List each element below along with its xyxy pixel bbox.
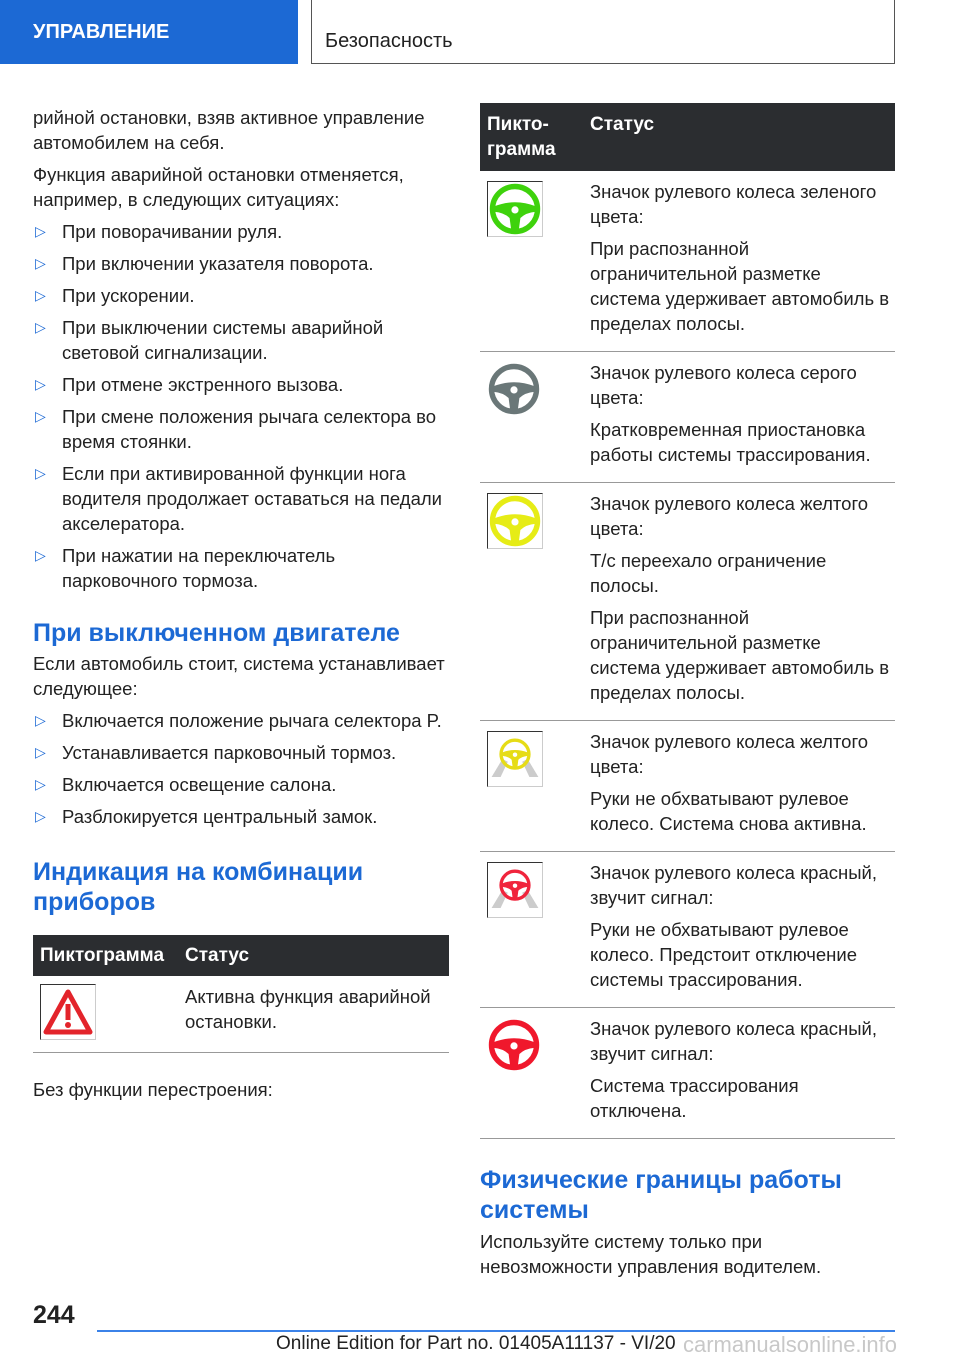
column-header: Статус	[583, 103, 895, 171]
list-item	[33, 543, 449, 593]
table-row	[480, 352, 895, 483]
bullet-triangle-icon: ▷	[35, 255, 46, 271]
list-item-text: При поворачивании руля.	[62, 221, 283, 242]
status-text: При распознанной ограничительной разметке система удерживает автомобиль в пределах полосы.	[590, 238, 890, 334]
list-item-text: Устанавливается парковочный тормоз.	[62, 742, 397, 763]
edition-text: Online Edition for Part no. 01405A11137 - VI/20	[276, 1333, 676, 1354]
section-tab: УПРАВЛЕНИЕ	[0, 0, 298, 64]
steering-wheel-red-icon	[487, 1018, 541, 1072]
status-text: Значок рулевого колеса желтого цвета:	[590, 493, 869, 539]
table-row	[480, 1008, 895, 1139]
bullet-triangle-icon: ▷	[35, 287, 46, 303]
list-item-text: При отмене экстренного вызова.	[62, 374, 344, 395]
bullet-triangle-icon: ▷	[35, 319, 46, 335]
status-text: Руки не обхватывают рулевое колесо. Система снова активна.	[590, 788, 867, 834]
table-row	[480, 721, 895, 852]
list-item	[33, 772, 449, 797]
list-item	[33, 372, 449, 397]
page-number: 244	[33, 1301, 75, 1329]
list-item-text: При включении указателя поворота.	[62, 253, 374, 274]
status-text: Руки не обхватывают рулевое колесо. Предстоит отключение системы трассирования.	[590, 919, 857, 990]
paragraph: Функция аварийной остановки отменяется, например, в следующих ситуациях:	[33, 164, 404, 210]
list-item-text: При нажатии на переключатель парковочного тормоза.	[62, 545, 336, 591]
list-item-text: Включается освещение салона.	[62, 774, 337, 795]
list-item	[33, 461, 449, 536]
paragraph: Если автомобиль стоит, система устанавливает следующее:	[33, 653, 445, 699]
steering-wheel-hands-yellow-icon	[487, 731, 543, 787]
section-heading: При выключенном двигателе	[33, 619, 400, 647]
bullet-triangle-icon: ▷	[35, 744, 46, 760]
column-header: Пикто-грамма	[480, 103, 583, 171]
list-item-text: Включается положение рычага селектора P.	[62, 710, 442, 731]
bullet-list	[33, 219, 449, 593]
chapter-title: Безопасность	[311, 0, 895, 64]
status-text: Значок рулевого колеса зеленого цвета:	[590, 181, 877, 227]
table-row	[33, 976, 449, 1053]
bullet-triangle-icon: ▷	[35, 465, 46, 481]
list-item-text: Разблокируется центральный замок.	[62, 806, 378, 827]
bullet-triangle-icon: ▷	[35, 408, 46, 424]
column-header: Статус	[178, 935, 449, 976]
steering-wheel-green-icon	[487, 181, 543, 237]
bullet-triangle-icon: ▷	[35, 223, 46, 239]
list-item-text: При ускорении.	[62, 285, 195, 306]
bullet-list	[33, 708, 449, 829]
status-text: Кратковременная приостановка работы системы трассирования.	[590, 419, 871, 465]
steering-wheel-yellow-icon	[487, 493, 543, 549]
table-row	[480, 483, 895, 721]
paragraph: Используйте систему только при невозможности управления водителем.	[480, 1231, 822, 1277]
status-text: Значок рулевого колеса желтого цвета:	[590, 731, 869, 777]
list-item	[33, 283, 449, 308]
list-item-text: При выключении системы аварийной световой сигнализации.	[62, 317, 384, 363]
warning-triangle-icon	[40, 984, 96, 1040]
list-item	[33, 708, 449, 733]
list-item	[33, 315, 449, 365]
status-text: Активна функция аварийной остановки.	[178, 976, 449, 1053]
section-heading: Физические границы работы системы	[480, 1166, 842, 1224]
bullet-triangle-icon: ▷	[35, 712, 46, 728]
table-row	[480, 171, 895, 352]
list-item-text: Если при активированной функции нога водителя продолжает оставаться на педали акселератора.	[62, 463, 443, 534]
steering-wheel-hands-red-icon	[487, 862, 543, 918]
status-text: При распознанной ограничительной разметке система удерживает автомобиль в пределах полосы.	[590, 607, 890, 703]
list-item	[33, 219, 449, 244]
list-item	[33, 804, 449, 829]
steering-wheel-gray-icon	[487, 362, 541, 416]
paragraph: Без функции перестроения:	[33, 1079, 273, 1100]
table-row	[480, 852, 895, 1008]
status-text: Значок рулевого колеса красный, звучит сигнал:	[590, 1018, 877, 1064]
bullet-triangle-icon: ▷	[35, 808, 46, 824]
section-heading: Индикация на комбинации приборов	[33, 858, 364, 916]
watermark: carmanualsonline.info	[683, 1332, 898, 1357]
status-text: Значок рулевого колеса красный, звучит сигнал:	[590, 862, 877, 908]
indicator-table	[33, 935, 449, 1053]
bullet-triangle-icon: ▷	[35, 776, 46, 792]
column-header: Пиктограмма	[33, 935, 178, 976]
list-item	[33, 740, 449, 765]
paragraph: рийной остановки, взяв активное управление автомобилем на себя.	[33, 107, 425, 153]
status-text: Т/с переехало ограничение полосы.	[590, 550, 827, 596]
list-item	[33, 251, 449, 276]
status-text: Система трассирования отключена.	[590, 1075, 799, 1121]
steering-indicator-table	[480, 103, 895, 1139]
bullet-triangle-icon: ▷	[35, 547, 46, 563]
bullet-triangle-icon: ▷	[35, 376, 46, 392]
list-item	[33, 404, 449, 454]
list-item-text: При смене положения рычага селектора во время стоянки.	[62, 406, 437, 452]
right-column	[480, 103, 895, 1286]
left-column	[33, 105, 449, 1109]
status-text: Значок рулевого колеса серого цвета:	[590, 362, 857, 408]
